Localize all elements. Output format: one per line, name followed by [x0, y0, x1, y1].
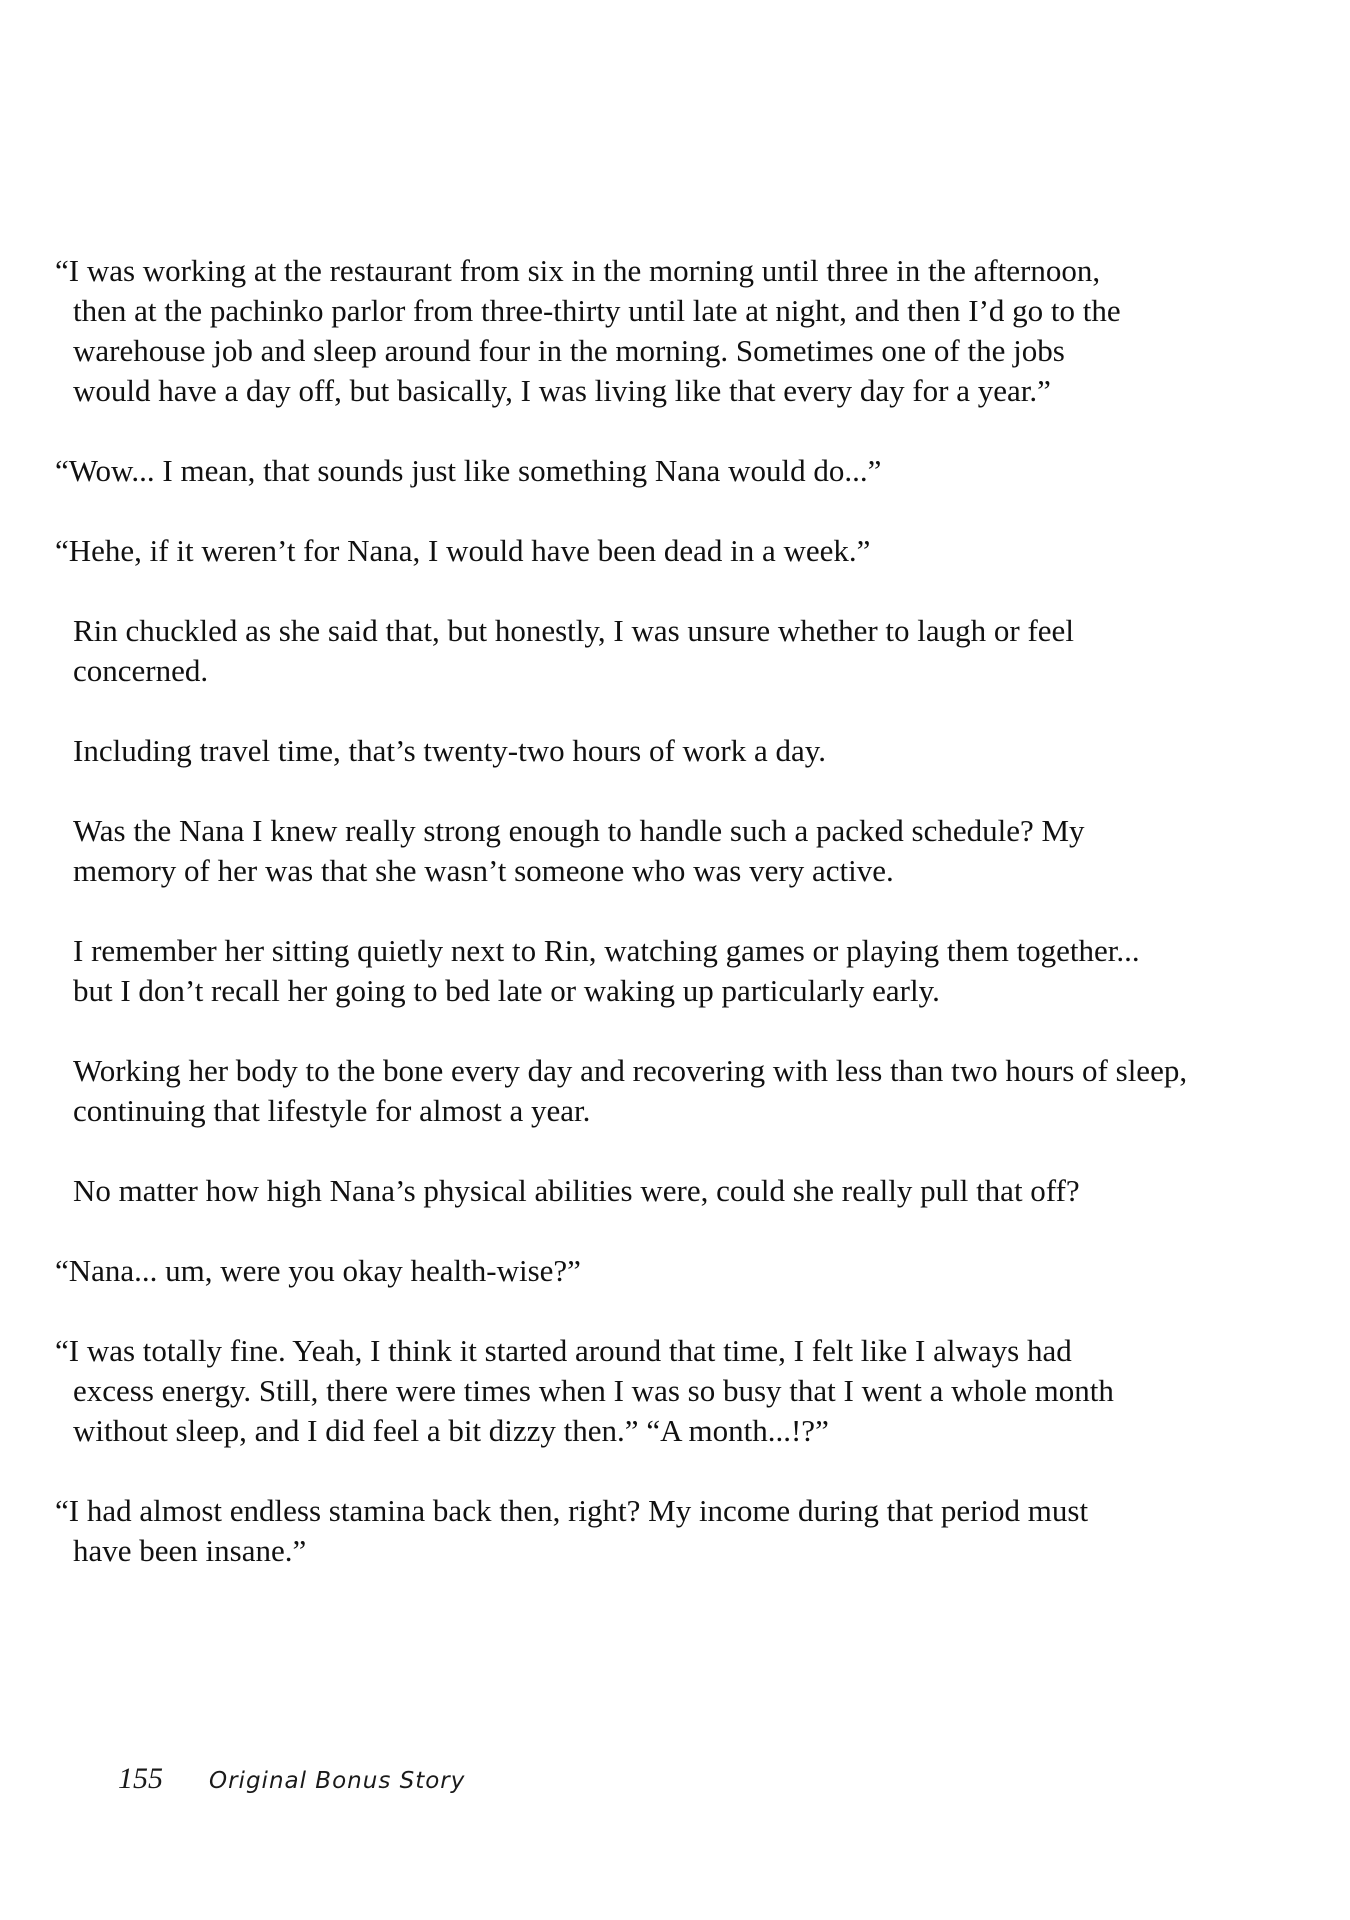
page-number: 155 — [118, 1762, 163, 1795]
dialogue-paragraph: “I was working at the restaurant from six in the morning until three in the afternoon, then at the pachinko parlor from three-thirty until late at night, and then I’d go to the warehouse job and sleep around four in the morning. Sometimes one of the jobs would have a day off, but basically, I was living like that every day for a year.” — [55, 253, 1121, 408]
narration-paragraph: Was the Nana I knew really strong enough to handle such a packed schedule? My memory of her was that she wasn’t someone who was very active. — [73, 813, 1085, 888]
story-body — [55, 251, 1305, 1611]
narration-paragraph: Rin chuckled as she said that, but honestly, I was unsure whether to laugh or feel concerned. — [73, 613, 1074, 688]
narration-paragraph: I remember her sitting quietly next to Rin, watching games or playing them together... but I don’t recall her going to bed late or waking up particularly early. — [73, 933, 1140, 1008]
dialogue-paragraph: “I had almost endless stamina back then, right? My income during that period must have been insane.” — [55, 1493, 1089, 1568]
section-title: Original Bonus Story — [209, 1768, 466, 1794]
page-footer — [118, 1762, 465, 1802]
narration-paragraph: No matter how high Nana’s physical abilities were, could she really pull that off? — [73, 1173, 1080, 1208]
dialogue-paragraph: “Hehe, if it weren’t for Nana, I would have been dead in a week.” — [55, 533, 871, 568]
narration-paragraph: Including travel time, that’s twenty-two hours of work a day. — [73, 733, 827, 768]
dialogue-paragraph: “Nana... um, were you okay health-wise?” — [55, 1253, 581, 1288]
dialogue-paragraph: “Wow... I mean, that sounds just like something Nana would do...” — [55, 453, 882, 488]
narration-paragraph: Working her body to the bone every day and recovering with less than two hours of sleep, continuing that lifestyle for almost a year. — [73, 1053, 1188, 1128]
dialogue-paragraph: “I was totally fine. Yeah, I think it started around that time, I felt like I always had excess energy. Still, there were times when I was so busy that I went a whole month without sleep, and I did feel a bit dizzy then.” “A month...!?” — [55, 1333, 1114, 1448]
